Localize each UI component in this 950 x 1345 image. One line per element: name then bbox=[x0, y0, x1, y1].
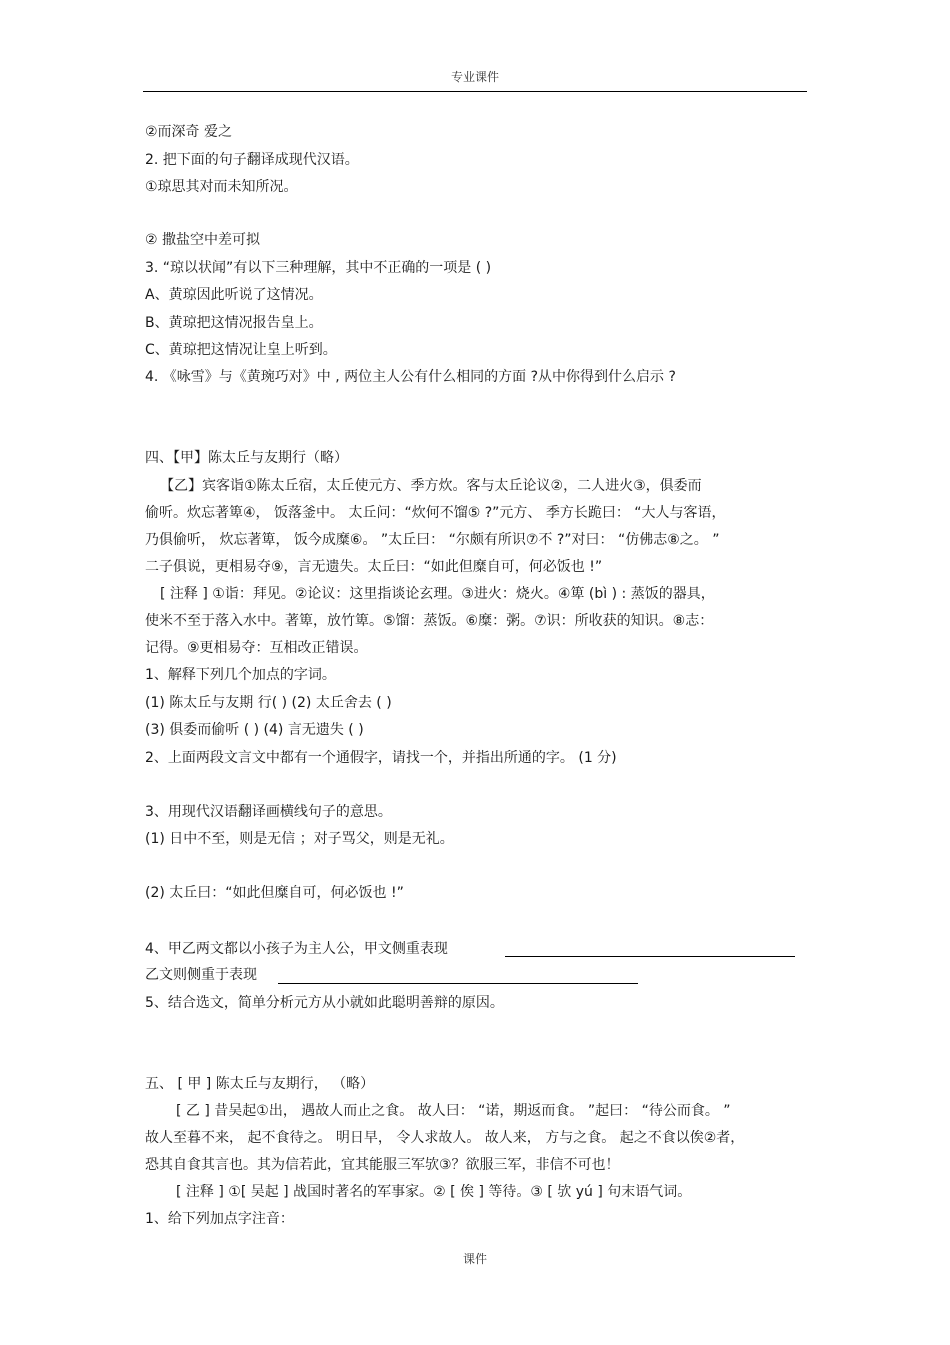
text-line: 【乙】宾客诣①陈太丘宿，太丘使元方、季方炊。客与太丘论议②，二人进火③，俱委而 bbox=[160, 478, 702, 494]
text-line: 乃俱偷听， 炊忘著箄， 饭今成糜⑥。 ”太丘曰： “尔颇有所识⑦不 ?”对曰： “仿佛志⑧之。 ” bbox=[145, 532, 720, 548]
question-line: 5、结合选文，简单分析元方从小就如此聪明善辩的原因。 bbox=[145, 995, 504, 1011]
text-line: 二子俱说，更相易夺⑨，言无遗失。太丘曰：“如此但糜自可，何必饭也 !” bbox=[145, 559, 603, 575]
header-rule bbox=[143, 91, 807, 92]
annotation-line: 使米不至于落入水中。著箄，放竹箄。⑤馏：蒸饭。⑥糜：粥。⑦识：所收获的知识。⑧志： bbox=[145, 613, 714, 629]
page-header: 专业课件 bbox=[450, 70, 499, 84]
text-line: 恐其自食其言也。其为信若此，宜其能服三军欤③？欲服三军，非信不可也！ bbox=[145, 1157, 620, 1173]
question-line: 2、上面两段文言文中都有一个通假字，请找一个，并指出所通的字。 (1 分) bbox=[145, 750, 617, 766]
text-line: 4. 《咏雪》与《黄琬巧对》中 , 两位主人公有什么相同的方面 ?从中你得到什么启示 ? bbox=[145, 369, 676, 385]
answer-blank[interactable] bbox=[278, 983, 638, 984]
text-line: ②而深奇 爱之 bbox=[145, 124, 233, 140]
text-line: 2. 把下面的句子翻译成现代汉语。 bbox=[145, 152, 359, 168]
text-line: 3. “琼以状闻”有以下三种理解，其中不正确的一项是 ( ) bbox=[145, 260, 492, 276]
text-line: A、黄琼因此听说了这情况。 bbox=[145, 287, 323, 303]
text-line: [ 乙 ] 昔吴起①出， 遇故人而止之食。 故人曰： “诺，期返而食。 ”起曰： “待公而食。 ” bbox=[176, 1103, 731, 1119]
question-line: 4、甲乙两文都以小孩子为主人公，甲文侧重表现 bbox=[145, 941, 448, 957]
question-line: (3) 俱委而偷听 ( ) (4) 言无遗失 ( ) bbox=[145, 722, 364, 738]
text-line: 偷听。炊忘著箄④， 饭落釜中。 太丘问：“炊何不馏⑤ ?”元方、 季方长跪曰： “大人与客语， bbox=[145, 505, 726, 521]
text-line: ② 撒盐空中差可拟 bbox=[145, 232, 261, 248]
section-heading: 四、【甲】陈太丘与友期行（略） bbox=[145, 450, 348, 466]
text-line: ①琼思其对而未知所况。 bbox=[145, 179, 298, 195]
annotation-line: 记得。⑨更相易夺：互相改正错误。 bbox=[145, 640, 368, 656]
section-heading: 五、 [ 甲 ] 陈太丘与友期行， （略） bbox=[145, 1076, 375, 1092]
question-line: 1、解释下列几个加点的字词。 bbox=[145, 667, 336, 683]
text-line: 故人至暮不来， 起不食待之。 明日早， 令人求故人。 故人来， 方与之食。 起之不食以俟②者， bbox=[145, 1130, 745, 1146]
question-line: (2) 太丘曰：“如此但糜自可，何必饭也 !” bbox=[145, 885, 404, 901]
text-line: B、黄琼把这情况报告皇上。 bbox=[145, 315, 323, 331]
page-footer: 课件 bbox=[462, 1252, 487, 1266]
annotation-line: [ 注释 ] ①诣：拜见。②论议：这里指谈论玄理。③进火：烧火。④箄 (bì ) : 蒸饭的器具， bbox=[160, 586, 715, 602]
question-line: 1、给下列加点字注音： bbox=[145, 1211, 294, 1227]
annotation-line: [ 注释 ] ①[ 吴起 ] 战国时著名的军事家。② [ 俟 ] 等待。③ [ 欤 yú ] 句末语气词。 bbox=[176, 1184, 692, 1200]
question-line: 乙文则侧重于表现 bbox=[145, 967, 257, 983]
question-line: 3、用现代汉语翻译画横线句子的意思。 bbox=[145, 804, 392, 820]
answer-blank[interactable] bbox=[505, 956, 795, 957]
question-line: (1) 陈太丘与友期 行( ) (2) 太丘舍去 ( ) bbox=[145, 695, 392, 711]
question-line: (1) 日中不至，则是无信 ；对子骂父，则是无礼。 bbox=[145, 831, 454, 847]
text-line: C、黄琼把这情况让皇上听到。 bbox=[145, 342, 337, 358]
